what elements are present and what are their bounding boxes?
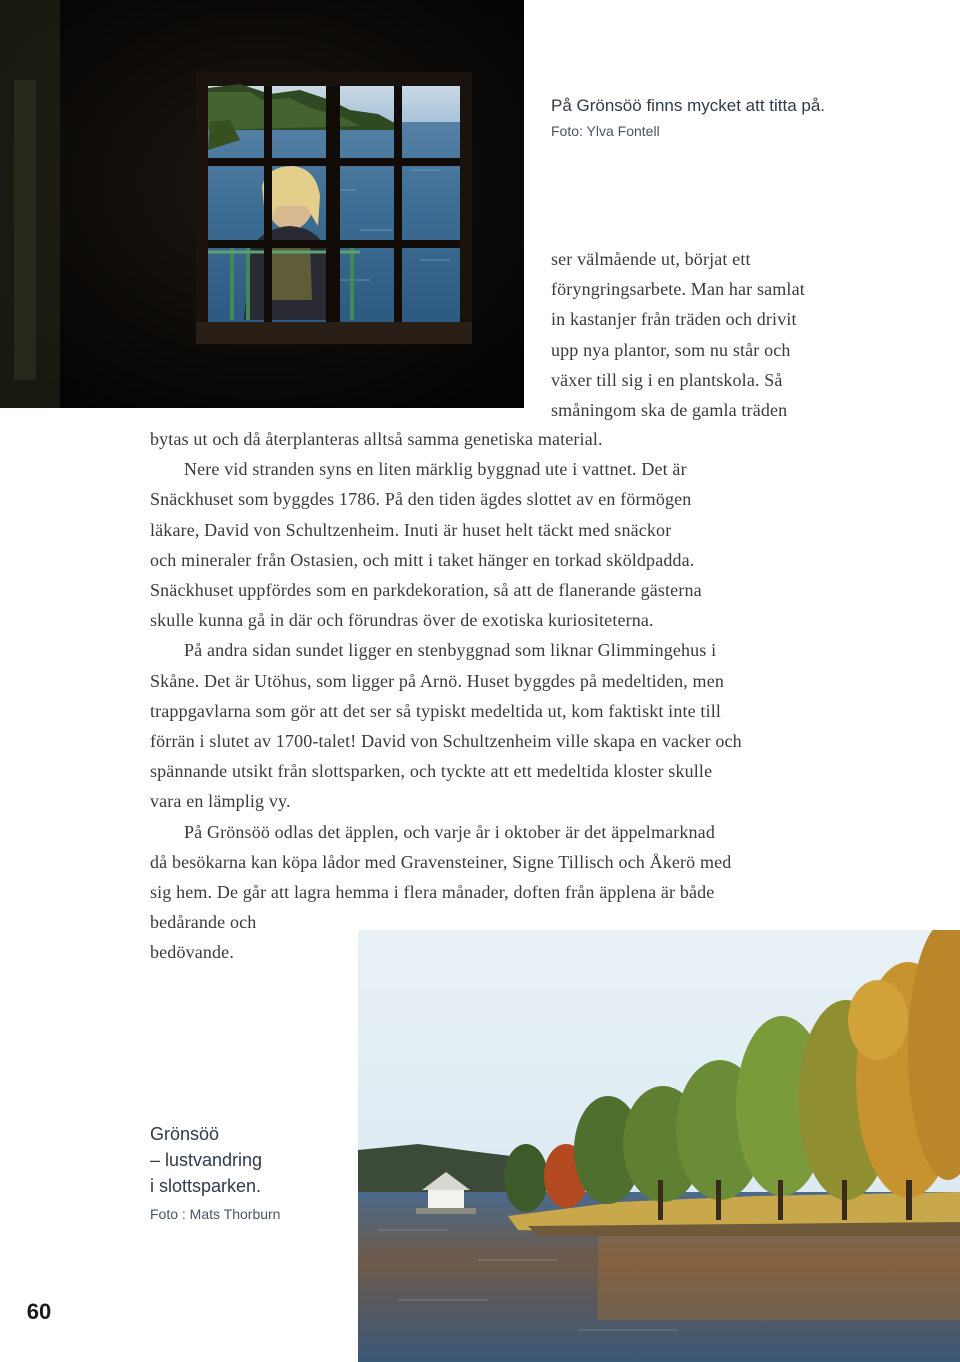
text-line: växer till sig i en plantskola. Så [551,369,783,390]
shore-photo [358,930,960,1362]
text-line: småningom ska de gamla träden [551,400,788,421]
paragraph-start-line: På andra sidan sundet ligger en stenbyggnad som liknar Glimmingehus i [184,640,717,661]
text-line: förrän i slutet av 1700-talet! David von Schultzenheim ville skapa en vacker och [150,731,742,752]
text-line: Snäckhuset uppfördes som en parkdekoration, så att de flanerande gästerna [150,580,702,601]
text-line: upp nya plantor, som nu står och [551,339,791,360]
text-line: bedårande och [150,912,257,933]
text-line: spännande utsikt från slottsparken, och tyckte att ett medeltida kloster skulle [150,761,713,782]
bottom-photo-caption [150,1121,280,1229]
text-line: Snäckhuset som byggdes 1786. På den tiden ägdes slottet av en förmögen [150,489,692,510]
top-photo-caption [551,94,825,144]
window-photo [0,0,524,408]
paragraph-start-line: Nere vid stranden syns en liten märklig byggnad ute i vattnet. Det är [184,459,687,480]
text-line: trappgavlarna som gör att det ser så typiskt medeltida ut, kom faktiskt inte till [150,700,722,721]
text-line: bytas ut och då återplanteras alltså samma genetiska material. [150,429,603,449]
bottom-caption-line: Grönsöö [150,1124,220,1144]
bottom-caption-line: – lustvandring [150,1150,263,1170]
text-line: läkare, David von Schultzenheim. Inuti är huset helt täckt med snäckor [150,519,672,540]
window-photo-illustration [0,0,524,408]
body-text [150,424,880,968]
page-number: 60 [0,1284,78,1340]
text-line: in kastanjer från träden och drivit [551,309,797,330]
bottom-caption-line: i slottsparken. [150,1176,262,1196]
bottom-caption-credit: Foto : Mats Thorburn [150,1206,281,1222]
text-line: bedövande. [150,942,234,963]
top-caption-title: På Grönsöö finns mycket att titta på. [551,96,826,115]
top-caption-credit: Foto: Ylva Fontell [551,123,660,139]
text-line: skulle kunna gå in där och förundras över de exotiska kuriositeterna. [150,610,654,631]
right-column-text [551,244,931,425]
text-line: ser välmående ut, börjat ett [551,249,751,269]
text-line: föryngringsarbete. Man har samlat [551,279,805,300]
shore-photo-illustration [358,930,960,1362]
text-line: Skåne. Det är Utöhus, som ligger på Arnö. Huset byggdes på medeltiden, men [150,670,724,691]
text-line: vara en lämplig vy. [150,791,291,812]
text-line: sig hem. De går att lagra hemma i flera månader, doften från äpplena är både [150,882,715,903]
text-line: och mineraler från Ostasien, och mitt i taket hänger en torkad sköldpadda. [150,549,695,570]
paragraph-start-line: På Grönsöö odlas det äpplen, och varje år i oktober är det äppelmarknad [184,821,715,842]
text-line: då besökarna kan köpa lådor med Gravensteiner, Signe Tillisch och Åkerö med [150,851,732,872]
